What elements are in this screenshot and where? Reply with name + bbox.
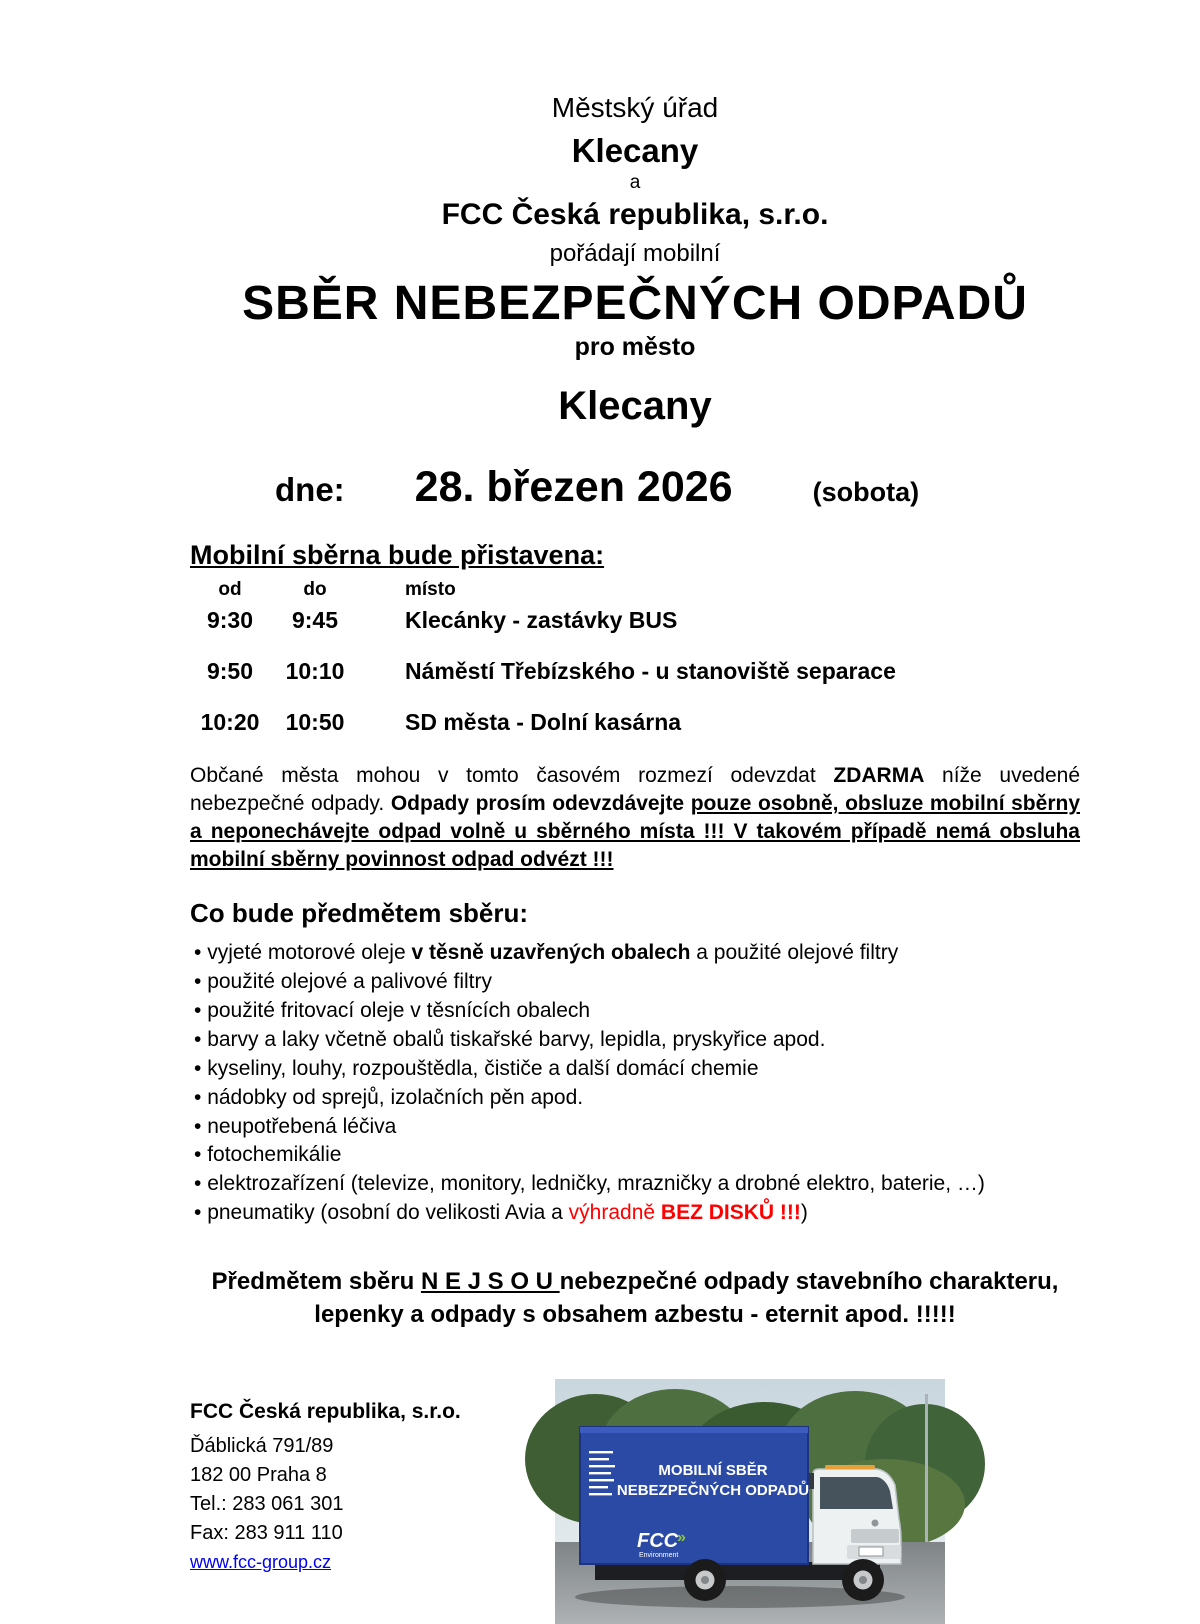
header-and: a — [629, 172, 641, 193]
item-text: a použité olejové filtry — [690, 940, 899, 964]
header-office: Městský úřad — [551, 92, 719, 123]
row-place: Klecánky - zastávky BUS — [405, 607, 678, 633]
truck-box-roof-edge — [580, 1427, 808, 1433]
date-label: dne: — [275, 471, 345, 508]
schedule-row — [190, 658, 1080, 685]
list-item: • fotochemikálie — [190, 1141, 1080, 1170]
col-header-from: od — [218, 579, 242, 600]
collection-heading: Co bude předmětem sběru: — [190, 897, 529, 928]
website-link[interactable]: www.fcc-group.cz — [190, 1551, 332, 1572]
truck-rear-wheel — [684, 1559, 726, 1601]
contact-fax: Fax: 283 911 110 — [190, 1521, 343, 1544]
row-place: Náměstí Třebízského - u stanoviště separace — [405, 658, 896, 684]
box-text-line-1: MOBILNÍ SBĚR — [658, 1462, 768, 1480]
cab-windshield — [820, 1477, 893, 1509]
contact-company-name: FCC Česká republika, s.r.o. — [190, 1400, 461, 1424]
list-item: • použité fritovací oleje v těsnících obalech — [190, 997, 1080, 1026]
contact-street: Ďáblická 791/89 — [190, 1434, 334, 1457]
license-plate — [859, 1547, 883, 1556]
notice-text-1: Občané města mohou v tomto časovém rozmezí odevzdat — [190, 764, 834, 787]
exclusion-text: nebezpečné odpady stavebního charakteru, — [559, 1268, 1059, 1296]
notice-paragraph — [190, 762, 1080, 874]
row-time-from: 9:30 — [206, 607, 254, 633]
truck-photo — [555, 1379, 945, 1624]
date-note: (sobota) — [812, 477, 920, 507]
list-item: • kyseliny, louhy, rozpouštědla, čističe a další domácí chemie — [190, 1055, 1080, 1084]
light-pole — [925, 1394, 928, 1544]
header-city-top: Klecany — [571, 132, 699, 169]
footer — [190, 1379, 1080, 1624]
exclusion-underlined: N E J S O U — [420, 1268, 560, 1296]
fcc-logo-subtext: Environment — [639, 1552, 679, 1560]
schedule-column-headers — [190, 579, 1080, 601]
item-text: pneumatiky (osobní do velikosti Avia a — [207, 1201, 569, 1225]
schedule-row — [190, 607, 1080, 634]
cab-mirror — [809, 1473, 814, 1489]
row-time-from: 10:20 — [200, 709, 260, 735]
fcc-logo-arrows: » — [677, 1529, 686, 1547]
notice-zdarma: ZDARMA — [833, 764, 925, 787]
item-red-bold-text: BEZ DISKŮ !!! — [660, 1201, 801, 1225]
list-item: • nádobky od sprejů, izolačních pěn apod. — [190, 1084, 1080, 1113]
page-title: SBĚR NEBEZPEČNÝCH ODPADŮ — [242, 277, 1028, 330]
row-time-to: 10:50 — [285, 709, 345, 735]
exclusion-line-2: lepenky a odpady s obsahem azbestu - eternit apod. !!!!! — [314, 1300, 956, 1328]
exclusion-text: Předmětem sběru — [211, 1268, 421, 1296]
col-header-place: místo — [405, 579, 456, 600]
list-item: • neupotřebená léčiva — [190, 1113, 1080, 1142]
item-bold: v těsně uzavřených obalech — [411, 940, 691, 964]
row-time-from: 9:50 — [206, 658, 254, 684]
item-red-text: výhradně — [568, 1201, 661, 1225]
header-company: FCC Česká republika, s.r.o. — [441, 198, 829, 231]
truck-cab — [809, 1465, 901, 1564]
notice-bold-underlined: pouze osobně, obsluze mobilní sběrny a neponechávejte odpad volně u sběrného místa !!! V takovém případě nemá obsluha mobilní sběrny povinnost odpad odvézt !!! — [190, 791, 1080, 871]
list-item: • barvy a laky včetně obalů tiskařské barvy, lepidla, pryskyřice apod. — [190, 1026, 1080, 1055]
schedule-row — [190, 709, 1080, 736]
notice-text-2: níže uvedené nebezpečné odpady. — [190, 764, 1080, 815]
list-item — [190, 1199, 1080, 1228]
row-place: SD města - Dolní kasárna — [405, 709, 682, 735]
exclusion-note — [190, 1266, 1080, 1331]
header-for-city: pro město — [574, 333, 696, 361]
box-text-line-2: NEBEZPEČNÝCH ODPADŮ — [616, 1482, 810, 1500]
contact-city: 182 00 Praha 8 — [190, 1463, 327, 1486]
cab-logo-badge — [872, 1520, 879, 1527]
cab-marker-lights — [825, 1465, 875, 1469]
schedule-heading: Mobilní sběrna bude přistavena: — [190, 540, 605, 570]
cab-grille — [851, 1529, 899, 1543]
date-value: 28. březen 2026 — [414, 463, 733, 511]
list-item — [190, 939, 1080, 968]
truck-front-wheel — [842, 1559, 884, 1601]
date-row — [190, 463, 1080, 512]
header-city: Klecany — [558, 384, 712, 428]
header-organize: pořádají mobilní — [549, 240, 721, 267]
list-item: • použité olejové a palivové filtry — [190, 968, 1080, 997]
col-header-to: do — [303, 579, 327, 600]
collection-list — [190, 939, 1080, 1229]
list-item: • elektrozařízení (televize, monitory, ledničky, mrazničky a drobné elektro, baterie, …) — [190, 1170, 1080, 1199]
row-time-to: 9:45 — [291, 607, 339, 633]
contact-block — [190, 1379, 555, 1624]
item-text: ) — [800, 1201, 808, 1225]
row-time-to: 10:10 — [285, 658, 345, 684]
item-text: vyjeté motorové oleje — [207, 940, 412, 964]
fcc-logo-text: FCC — [637, 1530, 679, 1553]
contact-phone: Tel.: 283 061 301 — [190, 1492, 344, 1515]
notice-bold: Odpady prosím odevzdávejte — [390, 791, 691, 815]
exclusion-line-1 — [190, 1266, 1080, 1298]
